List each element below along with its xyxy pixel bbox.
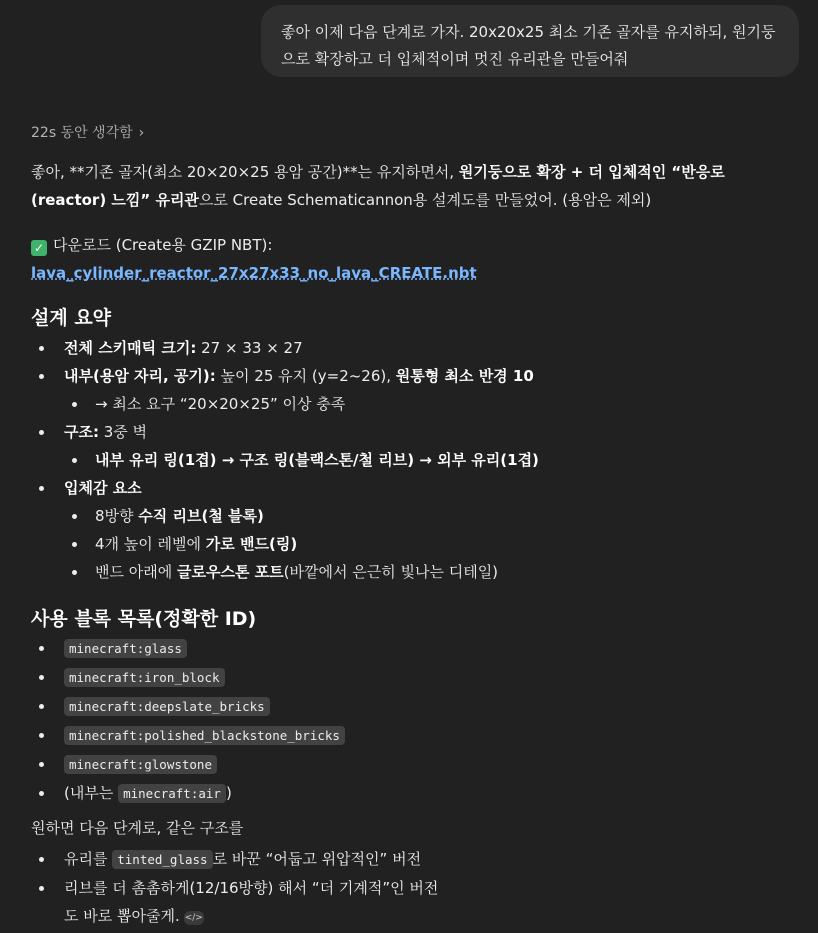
check-icon: ✓ (31, 240, 47, 256)
summary-list (31, 334, 539, 586)
size-label: 전체 스키매틱 크기: (64, 339, 197, 357)
list-item (31, 750, 345, 779)
inner-value: 높이 25 유지 (y=2~26), (215, 367, 396, 385)
download-block (31, 231, 477, 287)
list-item (31, 362, 539, 390)
structure-sub: 내부 유리 링(1겹) → 구조 링(블랙스톤/철 리브) → 외부 유리(1겹) (95, 451, 539, 469)
list-item (31, 634, 345, 663)
thinking-label: 22s 동안 생각함 (31, 125, 133, 141)
list-item (31, 692, 345, 721)
air-suffix: ) (225, 784, 232, 802)
blocks-heading: 사용 블록 목록(정확한 ID) (31, 608, 257, 630)
list-item (31, 334, 539, 362)
list-item (31, 779, 345, 808)
intro-plus: + (565, 163, 589, 181)
block-id: minecraft:polished_blackstone_bricks (64, 726, 345, 745)
list-item (31, 845, 438, 874)
option-text-2: 도 바로 뽑아줄게. (64, 907, 180, 925)
next-step-intro: 원하면 다음 단계로, 같은 구조를 (31, 819, 244, 837)
list-item (31, 663, 345, 692)
option-text: 유리를 (64, 850, 113, 868)
intro-text-2: 으로 Create Schematicannon용 설계도를 만들었어. (용암은 제외) (198, 191, 652, 209)
block-id: minecraft:deepslate_bricks (64, 697, 270, 716)
depth-text: 8방향 (95, 507, 139, 525)
intro-text: 좋아, **기존 골자(최소 20×20×25 용암 공간)**는 유지하면서, (31, 163, 459, 181)
download-label: 다운로드 (Create용 GZIP NBT): (53, 236, 273, 254)
block-id: minecraft:iron_block (64, 668, 225, 687)
depth-label: 입체감 요소 (64, 479, 142, 497)
block-id: minecraft:glass (64, 639, 187, 658)
intro-bold-2: 더 입체적인 “반응로(reactor) 느낌” 유리관 (31, 163, 725, 209)
depth-bold: 수직 리브(철 블록) (138, 507, 264, 525)
option-text: 리브를 더 촘촘하게(12/16방향) 해서 “더 기계적”인 버전 (64, 879, 439, 897)
structure-label: 구조: (64, 423, 99, 441)
inner-sub: → 최소 요구 “20×20×25” 이상 충족 (95, 395, 346, 413)
list-item (31, 390, 539, 418)
list-item (31, 474, 539, 502)
chevron-right-icon: › (138, 125, 145, 141)
list-item (31, 874, 438, 930)
air-prefix: (내부는 (64, 784, 119, 802)
option-text: 로 바꾼 “어둡고 위압적인” 버전 (212, 850, 422, 868)
list-item (31, 446, 539, 474)
code-icon[interactable]: </> (184, 913, 203, 923)
blocks-list (31, 634, 345, 808)
assistant-intro (31, 158, 791, 214)
list-item (31, 418, 539, 446)
inner-label: 내부(용암 자리, 공기): (64, 367, 216, 385)
next-options-list (31, 845, 438, 930)
depth-text: (바깥에서 은근히 빛나는 디테일) (283, 563, 499, 581)
depth-bold: 가로 밴드(링) (205, 535, 298, 553)
thinking-toggle[interactable] (31, 122, 144, 142)
user-message-bubble (261, 5, 799, 77)
depth-text: 밴드 아래에 (95, 563, 177, 581)
block-id: minecraft:air (118, 784, 226, 803)
block-id: minecraft:glowstone (64, 755, 217, 774)
depth-bold: 글로우스톤 포트 (177, 563, 284, 581)
inner-bold: 원통형 최소 반경 10 (395, 367, 534, 385)
intro-bold: 원기둥으로 확장 (458, 163, 566, 181)
user-message-text: 좋아 이제 다음 단계로 가자. 20x20x25 최소 기존 골자를 유지하되, 원기둥으로 확장하고 더 입체적이며 멋진 유리관을 만들어줘 (281, 23, 776, 68)
inline-code: tinted_glass (112, 850, 212, 869)
list-item (31, 721, 345, 750)
summary-heading: 설계 요약 (31, 307, 112, 329)
list-item (31, 530, 539, 558)
size-value: 27 × 33 × 27 (196, 339, 303, 357)
structure-value: 3중 벽 (98, 423, 148, 441)
list-item (31, 558, 539, 586)
download-link[interactable]: lava_cylinder_reactor_27x27x33_no_lava_CREATE.nbt (31, 264, 477, 282)
depth-text: 4개 높이 레벨에 (95, 535, 206, 553)
list-item (31, 502, 539, 530)
